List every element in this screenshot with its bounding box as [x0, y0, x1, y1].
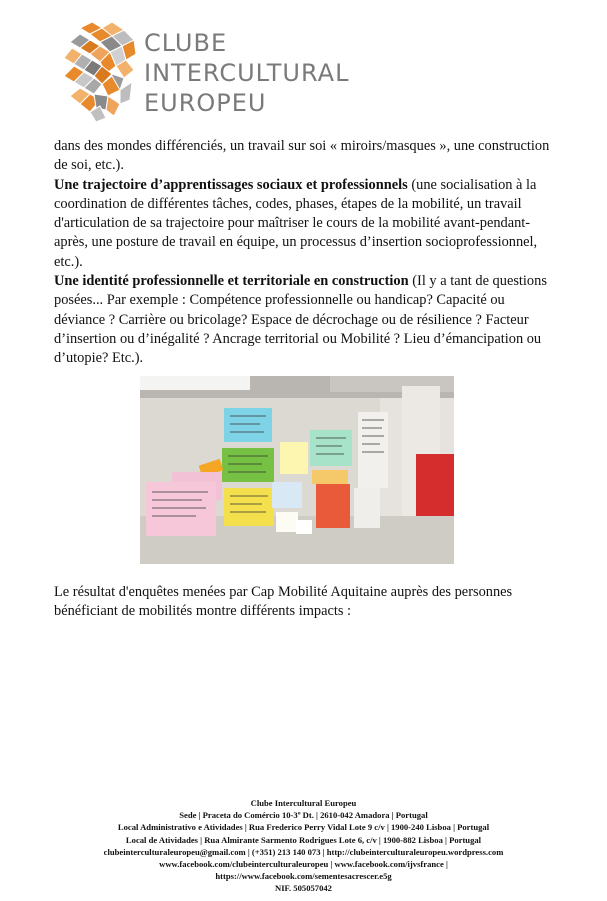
results-paragraph — [54, 583, 559, 622]
wall-posters-image — [140, 376, 454, 564]
logo-wordmark — [144, 28, 350, 118]
logo-line-3: EUROPEU — [144, 89, 267, 117]
results-text: Le résultat d'enquêtes menées par Cap Mobilité Aquitaine auprès des personnes bénéficiant de mobilités montre différents impacts : — [54, 584, 513, 620]
heading-identite: Une identité professionnelle et territoriale en construction — [54, 273, 409, 290]
paragraph-trajectoire — [54, 176, 559, 272]
page-footer — [40, 797, 567, 895]
footer-activities-address: Local de Atividades | Rua Almirante Sarmento Rodrigues Lote 6, c/v | 1900-882 Lisboa | Portugal — [125, 834, 482, 845]
footer-facebook: www.facebook.com/clubeinterculturaleuropeu | www.facebook.com/ijvsfrance | — [159, 859, 448, 870]
organization-logo — [62, 20, 350, 124]
document-body — [54, 137, 559, 369]
paragraph-trajectoire-text: (une socialisation à la coordination de différentes tâches, codes, phases, étapes de la mobilité, un travail d'articulation de sa trajectoire pour maîtriser le cours de la mobilité avant-pendant-après, une posture de travail en équipe, un processus d’insertion socioprofessionnel, etc.). — [54, 176, 538, 270]
paragraph-identite-text: (Il y a tant de questions posées... Par exemple : Compétence professionnelle ou handicap? Capacité ou déviance ? Carrière ou bricolage? Espace de décrochage ou de résilience ? Facteur d’insertion ou d’inégalité ? Ancrage territorial ou Mobilité ? Lieu d’émancipation ou d’utopie? Etc.). — [54, 273, 547, 367]
wall-posters-photo — [140, 376, 454, 564]
logo-line-1: CLUBE — [144, 29, 228, 57]
footer-admin-address: Local Administrativo e Atividades | Rua Frederico Perry Vidal Lote 9 c/v | 1900-240 Lisboa | Portugal — [117, 822, 490, 833]
footer-sede: Sede | Praceta do Comércio 10-3º Dt. | 2610-042 Amadora | Portugal — [179, 810, 428, 821]
paragraph-identite — [54, 272, 559, 368]
footer-facebook-2: https://www.facebook.com/sementesacrescer.e5g — [215, 871, 392, 882]
heading-trajectoire: Une trajectoire d’apprentissages sociaux et professionnels — [54, 176, 408, 193]
logo-line-2: INTERCULTURAL — [144, 59, 350, 87]
logo-cube-icon — [62, 20, 138, 124]
footer-contact: clubeinterculturaleuropeu@gmail.com | (+351) 213 140 073 | http://clubeinterculturaleuropeu.wordpress.com — [103, 846, 504, 857]
paragraph-continuation: dans des mondes différenciés, un travail sur soi « miroirs/masques », une construction de soi, etc.). — [54, 138, 550, 174]
footer-organization: Clube Intercultural Europeu — [250, 798, 357, 808]
footer-nif: NIF. 505057042 — [275, 883, 332, 894]
